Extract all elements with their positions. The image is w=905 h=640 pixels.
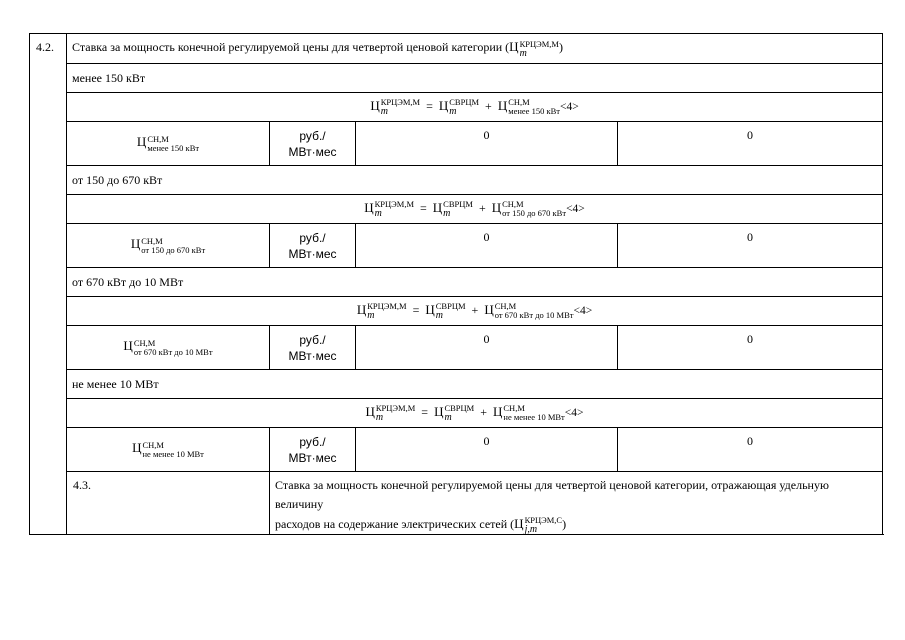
value-cell-1: 0 — [356, 428, 618, 472]
symbol-indices — [525, 516, 563, 534]
subscript: m — [374, 208, 382, 220]
footnote-ref: <4> — [564, 406, 584, 419]
value-cell-2: 0 — [618, 122, 883, 166]
footnote-ref: <4> — [573, 304, 593, 317]
formula-symbol: Ц — [132, 440, 142, 456]
superscript: СН,М — [508, 97, 530, 108]
subscript: от 670 кВт до 10 МВт — [133, 346, 213, 357]
footnote-ref: <4> — [559, 100, 579, 113]
plus-sign: + — [480, 404, 487, 419]
superscript: СН,М — [503, 403, 525, 414]
symbol-indices — [449, 98, 479, 116]
rate-symbol — [67, 326, 270, 370]
subscript: m — [444, 412, 452, 424]
value-cell-1: 0 — [356, 326, 618, 370]
group-formula — [67, 93, 883, 122]
unit-line-2: МВт·мес — [288, 348, 337, 363]
formula-symbol: Ц — [434, 403, 444, 419]
superscript: СН,М — [502, 199, 524, 210]
superscript: КРЦЭМ,М — [367, 301, 407, 312]
formula-symbol: Ц — [364, 199, 374, 215]
group-formula-row — [30, 297, 883, 326]
subscript: m — [449, 106, 457, 118]
section-4-3-title — [270, 472, 883, 535]
group-label-row — [30, 64, 883, 93]
section-4-2-header-row — [30, 34, 883, 64]
subscript: от 150 до 670 кВт — [141, 244, 206, 255]
symbol-indices — [141, 237, 205, 255]
formula-symbol: Ц — [425, 301, 435, 317]
symbol-indices — [520, 40, 559, 58]
value-cell-2: 0 — [618, 224, 883, 268]
equals-sign: = — [412, 302, 420, 317]
group-formula — [67, 297, 883, 326]
superscript: СН,М — [147, 133, 169, 144]
symbol-indices — [443, 200, 473, 218]
symbol-indices — [502, 200, 566, 218]
symbol-indices — [143, 441, 204, 459]
symbol-indices — [495, 302, 574, 320]
group-label-row — [30, 166, 883, 195]
equals-sign: = — [426, 98, 433, 113]
group-formula — [67, 195, 883, 224]
formula-symbol: Ц — [432, 199, 443, 215]
group-label: не менее 10 МВт — [67, 370, 883, 399]
plus-sign: + — [471, 302, 479, 317]
subscript: менее 150 кВт — [147, 142, 200, 153]
unit-cell — [270, 326, 356, 370]
superscript: КРЦЭМ,С — [524, 515, 563, 526]
group-formula-row — [30, 195, 883, 224]
superscript: СВРЦМ — [444, 403, 475, 414]
value-cell-2: 0 — [618, 326, 883, 370]
formula-symbol: Ц — [136, 134, 147, 150]
superscript: КРЦЭМ,М — [375, 403, 416, 414]
unit-line-2: МВт·мес — [288, 246, 337, 261]
superscript: КРЦЭМ,М — [519, 38, 559, 49]
rate-symbol — [67, 122, 270, 166]
subscript: от 670 кВт до 10 МВт — [494, 310, 574, 321]
formula-symbol: Ц — [497, 97, 508, 113]
formula-symbol: Ц — [130, 236, 141, 252]
tariff-table — [29, 33, 883, 535]
symbol-indices — [147, 135, 199, 153]
symbol-indices — [134, 339, 213, 357]
formula-symbol: Ц — [484, 301, 494, 317]
section-4-2-title — [67, 34, 883, 64]
plus-sign: + — [485, 98, 492, 113]
subscript: от 150 до 670 кВт — [502, 208, 567, 219]
group-label: менее 150 кВт — [67, 64, 883, 93]
formula-symbol: Ц — [356, 301, 367, 317]
superscript: СН,М — [133, 337, 156, 348]
unit-line-1: руб./ — [299, 230, 326, 245]
superscript: СН,М — [142, 439, 164, 450]
formula-symbol: Ц — [438, 97, 449, 113]
symbol-indices — [444, 404, 474, 422]
subscript: m — [367, 310, 375, 322]
section-number-4-3: 4.3. — [67, 472, 270, 535]
unit-cell — [270, 224, 356, 268]
symbol-indices — [436, 302, 466, 320]
superscript: СВРЦМ — [449, 97, 480, 108]
subscript: m — [443, 208, 451, 220]
group-label: от 150 до 670 кВт — [67, 166, 883, 195]
superscript: СН,М — [494, 301, 517, 312]
symbol-indices — [376, 404, 415, 422]
rate-symbol — [67, 428, 270, 472]
group-data-row — [30, 326, 883, 370]
group-data-row — [30, 122, 883, 166]
subscript: m — [375, 412, 384, 424]
subscript: m — [519, 47, 527, 59]
subscript: j,m — [524, 524, 538, 536]
equals-sign: = — [421, 404, 429, 419]
closing-paren: ) — [562, 517, 567, 531]
symbol-indices — [508, 98, 560, 116]
group-label: от 670 кВт до 10 МВт — [67, 268, 883, 297]
formula-symbol: Ц — [493, 403, 503, 419]
unit-line-2: МВт·мес — [288, 144, 337, 159]
formula-symbol: Ц — [509, 39, 519, 55]
subscript: не менее 10 МВт — [503, 412, 565, 423]
section-4-3-line-2: расходов на содержание электрических сетей ( — [275, 517, 515, 531]
group-formula — [67, 399, 883, 428]
plus-sign: + — [478, 200, 486, 215]
unit-line-1: руб./ — [299, 434, 326, 449]
superscript: СН,М — [141, 235, 163, 246]
group-label-row — [30, 268, 883, 297]
section-4-3-line-1: Ставка за мощность конечной регулируемой цены для четвертой ценовой категории, отражающая удельную величину — [275, 478, 829, 511]
subscript: менее 150 кВт — [508, 106, 560, 117]
rate-symbol — [67, 224, 270, 268]
value-cell-1: 0 — [356, 122, 618, 166]
unit-line-2: МВт·мес — [288, 450, 337, 465]
superscript: СВРЦМ — [435, 301, 466, 312]
subscript: не менее 10 МВт — [142, 448, 204, 459]
superscript: КРЦЭМ,М — [380, 97, 421, 108]
formula-symbol: Ц — [370, 97, 380, 113]
unit-cell — [270, 428, 356, 472]
section-4-2-title-text: Ставка за мощность конечной регулируемой цены для четвертой ценовой категории ( — [72, 40, 510, 55]
unit-line-1: руб./ — [299, 128, 326, 143]
unit-cell — [270, 122, 356, 166]
superscript: КРЦЭМ,М — [374, 199, 414, 210]
closing-paren: ) — [558, 40, 563, 55]
value-cell-2: 0 — [618, 428, 883, 472]
value-cell-1: 0 — [356, 224, 618, 268]
formula-symbol: Ц — [365, 403, 375, 419]
symbol-indices — [503, 404, 564, 422]
subscript: m — [435, 310, 443, 322]
group-label-row — [30, 370, 883, 399]
symbol-indices — [367, 302, 406, 320]
group-formula-row — [30, 399, 883, 428]
formula-symbol: Ц — [123, 338, 133, 354]
equals-sign: = — [420, 200, 427, 215]
group-formula-row — [30, 93, 883, 122]
formula-symbol: Ц — [491, 199, 502, 215]
formula-symbol: Ц — [514, 516, 524, 531]
subscript: m — [380, 106, 388, 118]
symbol-indices — [381, 98, 420, 116]
group-data-row — [30, 224, 883, 268]
group-data-row — [30, 428, 883, 472]
symbol-indices — [375, 200, 414, 218]
section-4-3-row — [30, 472, 883, 535]
footnote-ref: <4> — [566, 202, 585, 215]
unit-line-1: руб./ — [299, 332, 326, 347]
section-number-4-2: 4.2. — [30, 34, 67, 535]
superscript: СВРЦМ — [443, 199, 473, 210]
